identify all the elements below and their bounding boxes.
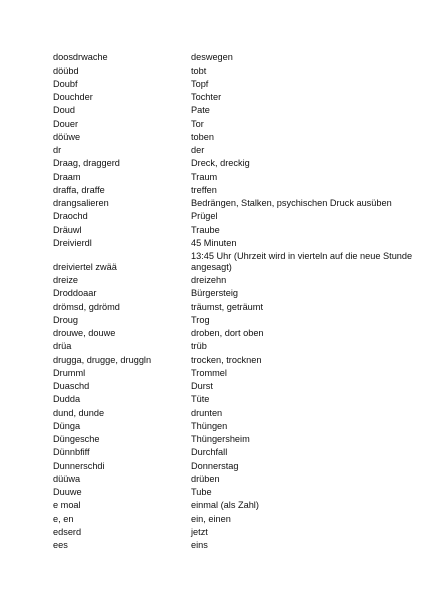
glossary-row — [53, 209, 413, 222]
glossary-row — [53, 313, 413, 326]
dialect-term: Düngesche — [53, 434, 100, 444]
glossary-row — [53, 485, 413, 498]
standard-german-meaning: jetzt — [191, 526, 208, 537]
standard-german-meaning: Tochter — [191, 92, 222, 102]
dialect-term: drugga, drugge, druggln — [53, 354, 152, 365]
standard-german-meaning: 45 Minuten — [191, 237, 237, 248]
standard-german-meaning: Traube — [191, 224, 220, 235]
dialect-term: drouwe, douwe — [53, 328, 116, 338]
dialect-term: Draam — [53, 171, 81, 182]
glossary-row — [53, 249, 413, 273]
dialect-term: Draochd — [53, 211, 88, 222]
glossary-row — [53, 116, 413, 129]
dialect-term: Dünnbfiff — [53, 447, 90, 458]
standard-german-meaning: einmal (als Zahl) — [191, 500, 259, 511]
glossary-row — [53, 326, 413, 339]
glossary-row — [53, 458, 413, 471]
glossary-row — [53, 511, 413, 524]
dialect-term: edserd — [53, 526, 82, 537]
standard-german-meaning: Traum — [191, 171, 218, 182]
glossary-row — [53, 392, 413, 405]
glossary-table — [53, 50, 413, 551]
dialect-term: döüwe — [53, 131, 81, 142]
dialect-term: Dunnerschdi — [53, 460, 105, 471]
standard-german-meaning: Donnerstag — [191, 460, 239, 471]
standard-german-meaning: trüb — [191, 341, 207, 352]
glossary-row — [53, 538, 413, 551]
standard-german-meaning: tobt — [191, 65, 207, 76]
standard-german-meaning: Durst — [191, 381, 213, 391]
glossary-row — [53, 103, 413, 116]
dialect-term: drüa — [53, 341, 72, 352]
glossary-row — [53, 419, 413, 432]
dialect-term: dreize — [53, 275, 79, 285]
glossary-row — [53, 273, 413, 286]
dialect-term: drömsd, gdrömd — [53, 301, 120, 312]
standard-german-meaning: Pate — [191, 105, 210, 116]
dialect-term: Droug — [53, 314, 79, 325]
glossary-row — [53, 50, 413, 63]
glossary-row — [53, 379, 413, 392]
standard-german-meaning: deswegen — [191, 52, 233, 63]
standard-german-meaning: droben, dort oben — [191, 328, 264, 338]
standard-german-meaning: Topf — [191, 78, 209, 89]
glossary-row — [53, 90, 413, 103]
dialect-term: düüwa — [53, 473, 81, 484]
standard-german-meaning: Tüte — [191, 394, 210, 405]
standard-german-meaning: Thüngersheim — [191, 434, 250, 444]
standard-german-meaning: drüben — [191, 473, 220, 484]
standard-german-meaning: Dreck, dreckig — [191, 158, 250, 169]
glossary-row — [53, 169, 413, 182]
glossary-row — [53, 236, 413, 249]
dialect-term: Duaschd — [53, 381, 90, 391]
glossary-row — [53, 352, 413, 365]
standard-german-meaning: eins — [191, 540, 208, 550]
dialect-term: Douer — [53, 118, 79, 129]
dialect-term: dr — [53, 145, 62, 155]
standard-german-meaning: der — [191, 145, 205, 155]
dialect-term: Dräuwl — [53, 224, 82, 235]
standard-german-meaning: Durchfall — [191, 447, 228, 458]
glossary-row — [53, 299, 413, 312]
dialect-term: dund, dunde — [53, 407, 105, 418]
dialect-term: Doud — [53, 105, 75, 116]
standard-german-meaning: Prügel — [191, 211, 218, 222]
dialect-term: Droddoaar — [53, 288, 97, 299]
standard-german-meaning: dreizehn — [191, 275, 227, 285]
dialect-term: dreiviertel zwää — [53, 261, 117, 272]
standard-german-meaning: Tube — [191, 487, 212, 497]
glossary-row — [53, 130, 413, 143]
glossary-row — [53, 222, 413, 235]
standard-german-meaning: Trog — [191, 314, 210, 325]
glossary-row — [53, 156, 413, 169]
standard-german-meaning: Thüngen — [191, 420, 228, 431]
dialect-term: Draag, draggerd — [53, 158, 120, 169]
glossary-row — [53, 77, 413, 90]
glossary-row — [53, 143, 413, 156]
dialect-term: e, en — [53, 513, 74, 524]
glossary-row — [53, 445, 413, 458]
standard-german-meaning: ein, einen — [191, 513, 231, 524]
glossary-row — [53, 196, 413, 209]
glossary-row — [53, 339, 413, 352]
standard-german-meaning: drunten — [191, 407, 223, 418]
meaning-line: angesagt) — [191, 261, 232, 272]
standard-german-meaning: Trommel — [191, 367, 227, 378]
dialect-term: drangsalieren — [53, 198, 109, 208]
glossary-row — [53, 366, 413, 379]
standard-german-meaning: Bürgersteig — [191, 288, 238, 299]
dialect-term: Dünga — [53, 420, 81, 431]
dialect-term: Doubf — [53, 78, 78, 89]
dialect-term: Drumml — [53, 367, 86, 378]
glossary-row — [53, 183, 413, 196]
dialect-term: ees — [53, 540, 68, 550]
standard-german-meaning: träumst, geträumt — [191, 301, 263, 312]
glossary-row — [53, 63, 413, 76]
dialect-term: doosdrwache — [53, 52, 108, 63]
dialect-term: Douchder — [53, 92, 93, 102]
dialect-term: Dudda — [53, 394, 81, 405]
standard-german-meaning — [191, 251, 413, 273]
glossary-row — [53, 405, 413, 418]
dialect-term: draffa, draffe — [53, 184, 105, 195]
glossary-row — [53, 525, 413, 538]
meaning-line: 13:45 Uhr (Uhrzeit wird in vierteln auf die neue Stunde — [191, 250, 413, 261]
glossary-row — [53, 498, 413, 511]
standard-german-meaning: trocken, trocknen — [191, 354, 262, 365]
dialect-term: döübd — [53, 65, 79, 76]
dialect-term: e moal — [53, 500, 81, 511]
dialect-term: Duuwe — [53, 487, 82, 497]
standard-german-meaning: treffen — [191, 184, 217, 195]
standard-german-meaning: Bedrängen, Stalken, psychischen Druck ausüben — [191, 198, 392, 208]
standard-german-meaning: Tor — [191, 118, 204, 129]
dialect-term: Dreivierdl — [53, 237, 92, 248]
glossary-row — [53, 432, 413, 445]
glossary-row — [53, 286, 413, 299]
standard-german-meaning: toben — [191, 131, 214, 142]
glossary-row — [53, 472, 413, 485]
